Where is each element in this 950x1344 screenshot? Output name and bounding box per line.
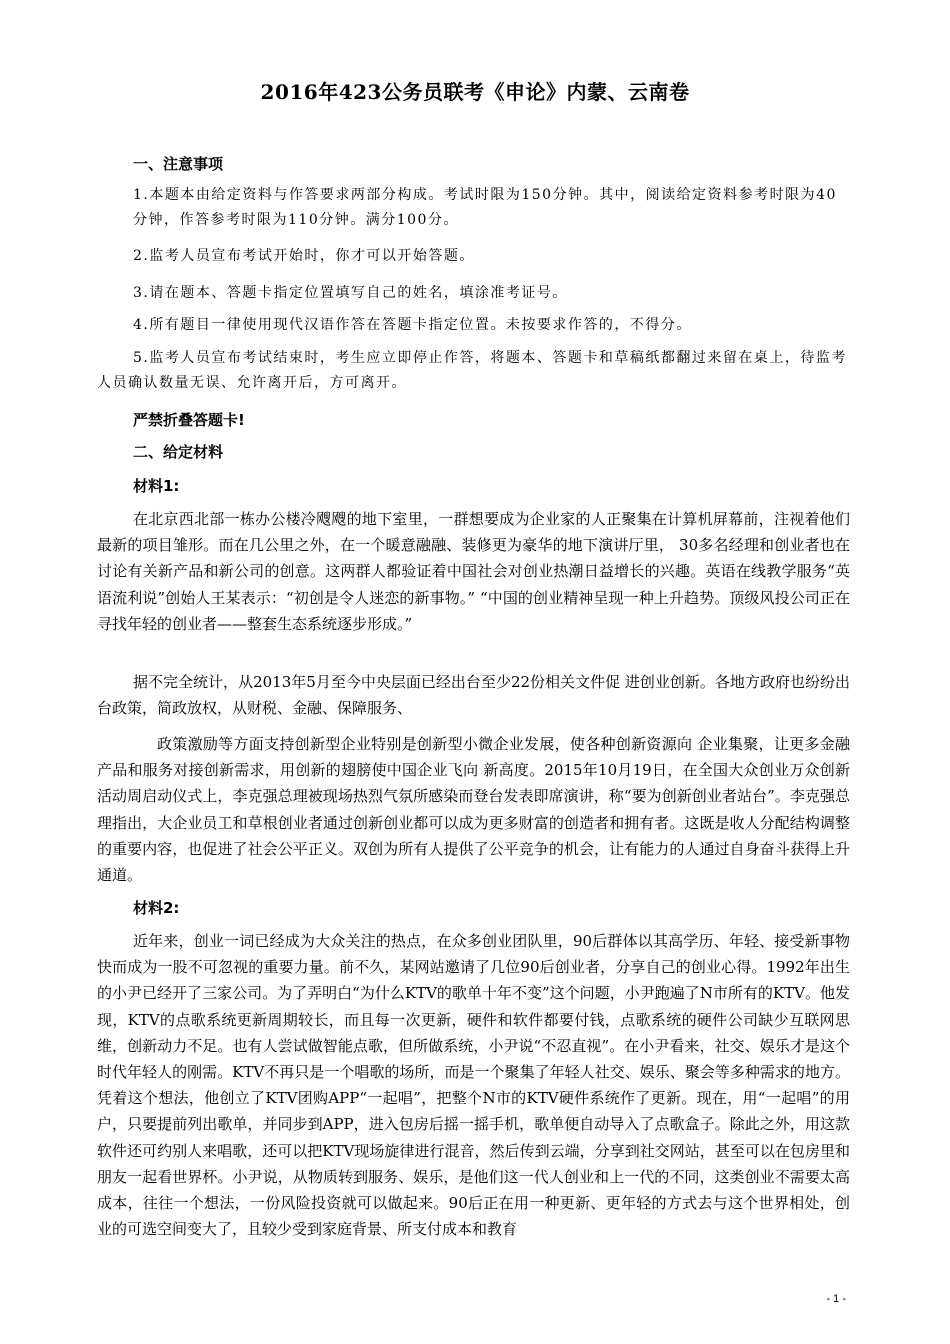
notice-item-4: 4.所有题目一律使用现代汉语作答在答题卡指定位置。未按要求作答的，不得分。 <box>133 317 692 333</box>
notice-item-3: 3.请在题本、答题卡指定位置填写自己的姓名，填涂准考证号。 <box>133 285 568 301</box>
material-1-paragraph-2: 据不完全统计，从2013年5月至今中央层面已经出台至少22份相关文件促 进创业创新。各地方政府也纷纷出台政策，简政放权，从财税、金融、保障服务、 <box>97 673 850 718</box>
page-number: - 1 - <box>826 1293 846 1305</box>
fold-warning: 严禁折叠答题卡! <box>133 411 245 429</box>
document-title: 2016年423公务员联考《申论》内蒙、云南卷 <box>260 80 690 104</box>
material-2-paragraph-1: 近年来，创业一词已经成为大众关注的热点，在众多创业团队里，90后群体以其高学历、年轻、接受新事物快而成为一股不可忽视的重要力量。前不久，某网站邀请了几位90后创业者，分享自己的创业心得。1992年出生的小尹已经开了三家公司。为了弄明白“为什么KTV的歌单十年不变”这个问题，小尹跑遍了N市所有的KTV。他发现，KTV的点歌系统更新周期较长，而且每一次更新，硬件和软件都要付钱，点歌系统的硬件公司缺少互联网思维，创新动力不足。也有人尝试做智能点歌，但所做系统，小尹说“不忍直视”。在小尹看来，社交、娱乐才是这个时代年轻人的刚需。KTV不再只是一个唱歌的场所，而是一个聚集了年轻人社交、娱乐、聚会等多种需求的地方。凭着这个想法，他创立了KTV团购APP“一起唱”，把整个N市的KTV硬件系统作了更新。现在，用“一起唱”的用户，只要提前列出歌单，并同步到APP，进入包房后摇一摇手机，歌单便自动导入了点歌盒子。除此之外，用这款软件还可约别人来唱歌，还可以把KTV现场旋律进行混音，然后传到云端，分享到社交网站，甚至可以在包房里和朋友一起看世界杯。小尹说，从物质转到服务、娱乐，是他们这一代人创业和上一代的不同，这类创业不需要太高成本，往往一个想法，一份风险投资就可以做起来。90后正在用一种更新、更年轻的方式去与这个世界相处，创业的可选空间变大了，且较少受到家庭背景、所支付成本和教育 <box>97 932 850 1239</box>
materials-heading: 二、给定材料 <box>133 443 224 461</box>
notice-item-1: 1.本题本由给定资料与作答要求两部分构成。考试时限为150分钟。其中，阅读给定资料参考时限为40分钟，作答参考时限为110分钟。满分100分。 <box>133 187 837 228</box>
material-2-label: 材料2: <box>133 899 180 917</box>
material-1-paragraph-1: 在北京西北部一栋办公楼冷飕飕的地下室里，一群想要成为企业家的人正聚集在计算机屏幕前，注视着他们最新的项目雏形。而在几公里之外，在一个暖意融融、装修更为豪华的地下演讲厅里， 30多名经理和创业者也在讨论有关新产品和新公司的创意。这两群人都验证着中国社会对创业热潮日益增长的兴趣。英语在线教学服务“英语流利说”创始人王某表示：“初创是令人迷恋的新事物。” “中国的创业精神呈现一种上升趋势。顶级风投公司正在寻找年轻的创业者——整套生态系统逐步形成。” <box>97 510 850 633</box>
notice-heading: 一、注意事项 <box>133 155 224 173</box>
notice-item-2: 2.监考人员宣布考试开始时，你才可以开始答题。 <box>133 248 475 264</box>
material-1-paragraph-3: 政策激励等方面支持创新型企业特别是创新型小微企业发展，使各种创新资源向 企业集聚，让更多金融产品和服务对接创新需求，用创新的翅膀使中国企业飞向 新高度。2015年10月19日，在全国大众创业万众创新活动周启动仪式上，李克强总理被现场热烈气氛所感染而登台发表即席演讲，称“要为创新创业者站台”。李克强总理指出，大企业员工和草根创业者通过创新创业都可以成为更多财富的创造者和拥有者。这既是收人分配结构调整的重要内容，也促进了社会公平正义。双创为所有人提供了公平竞争的机会，让有能力的人通过自身奋斗获得上升通道。 <box>97 735 850 885</box>
material-1-label: 材料1: <box>133 477 180 495</box>
notice-item-5: 5.监考人员宣布考试结束时，考生应立即停止作答，将题本、答题卡和草稿纸都翻过来留在桌上，待监考人员确认数量无误、允许离开后，方可离开。 <box>97 350 847 391</box>
